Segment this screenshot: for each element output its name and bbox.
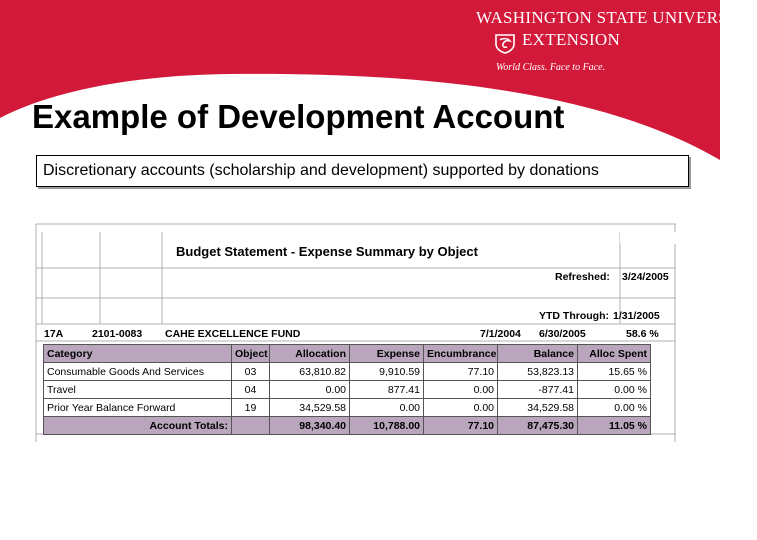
table-row <box>44 399 651 417</box>
account-totals-row <box>44 417 651 435</box>
expense-summary-table <box>43 344 651 435</box>
slide-title: Example of Development Account <box>32 98 565 135</box>
column-header: Category <box>44 345 232 363</box>
balance-cell: 53,823.13 <box>498 363 578 381</box>
encumbrance-cell: 77.10 <box>424 363 498 381</box>
table-row <box>44 363 651 381</box>
ytd-label: YTD Through: <box>539 310 609 322</box>
account-number: 2101-0083 <box>92 328 143 340</box>
period-end-date: 6/30/2005 <box>539 328 586 340</box>
slide-subtitle: Discretionary accounts (scholarship and development) supported by donations <box>36 155 689 187</box>
totals-balance: 87,475.30 <box>498 417 578 435</box>
table-row <box>44 381 651 399</box>
allocation-cell: 34,529.58 <box>270 399 350 417</box>
allocation-cell: 63,810.82 <box>270 363 350 381</box>
balance-cell: 34,529.58 <box>498 399 578 417</box>
fund-name: CAHE EXCELLENCE FUND <box>165 328 301 340</box>
allocation-cell: 0.00 <box>270 381 350 399</box>
totals-expense: 10,788.00 <box>350 417 424 435</box>
object-cell: 19 <box>232 399 270 417</box>
period-start-date: 7/1/2004 <box>480 328 521 340</box>
object-cell: 03 <box>232 363 270 381</box>
alloc-spent-cell: 0.00 % <box>578 399 651 417</box>
column-header: Balance <box>498 345 578 363</box>
encumbrance-cell: 0.00 <box>424 381 498 399</box>
expense-cell: 877.41 <box>350 381 424 399</box>
alloc-spent-cell: 0.00 % <box>578 381 651 399</box>
refreshed-date: 3/24/2005 <box>622 271 669 283</box>
category-cell: Travel <box>44 381 232 399</box>
expense-cell: 9,910.59 <box>350 363 424 381</box>
column-header: Object <box>232 345 270 363</box>
object-cell: 04 <box>232 381 270 399</box>
university-name: WASHINGTON STATE UNIVERSITY <box>476 8 757 27</box>
expense-cell: 0.00 <box>350 399 424 417</box>
column-header: Encumbrance <box>424 345 498 363</box>
account-code: 17A <box>44 328 64 340</box>
report-title: Budget Statement - Expense Summary by Object <box>176 244 478 259</box>
totals-alloc-spent: 11.05 % <box>578 417 651 435</box>
category-cell: Consumable Goods And Services <box>44 363 232 381</box>
column-header: Allocation <box>270 345 350 363</box>
balance-cell: -877.41 <box>498 381 578 399</box>
column-header: Expense <box>350 345 424 363</box>
totals-encumbrance: 77.10 <box>424 417 498 435</box>
encumbrance-cell: 0.00 <box>424 399 498 417</box>
alloc-spent-cell: 15.65 % <box>578 363 651 381</box>
column-header: Alloc Spent <box>578 345 651 363</box>
extension-name: EXTENSION <box>522 30 621 49</box>
totals-allocation: 98,340.40 <box>270 417 350 435</box>
percent-elapsed: 58.6 % <box>626 328 659 340</box>
cougar-seal-icon <box>494 32 516 54</box>
budget-statement-report <box>36 224 676 442</box>
totals-object-cell <box>232 417 270 435</box>
totals-label: Account Totals: <box>44 417 232 435</box>
wsu-extension-logo <box>470 6 757 73</box>
tagline: World Class. Face to Face. <box>496 62 606 73</box>
refreshed-label: Refreshed: <box>555 271 610 283</box>
category-cell: Prior Year Balance Forward <box>44 399 232 417</box>
ytd-date: 1/31/2005 <box>613 310 660 322</box>
table-header-row <box>44 345 651 363</box>
